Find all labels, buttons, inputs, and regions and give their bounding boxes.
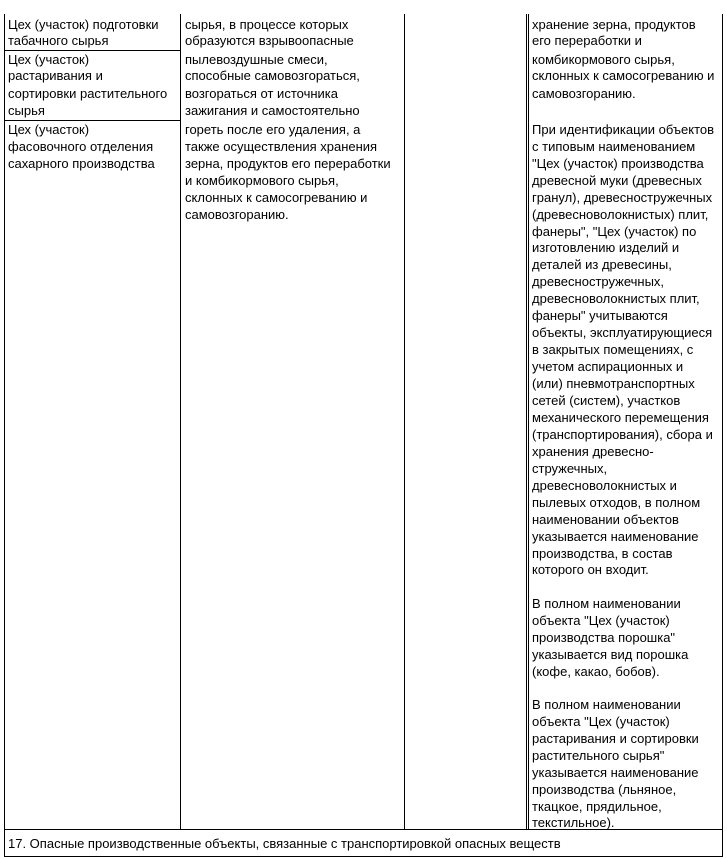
note-line: производства порошка" — [532, 630, 676, 645]
note-line: наименовании объектов — [532, 512, 679, 527]
note-line: комбикормового сырья, — [532, 52, 675, 67]
table-bottom-border — [4, 856, 723, 857]
note-line: растаривания и сортировки — [532, 731, 699, 746]
note-line: самовозгоранию. — [532, 86, 636, 101]
note-line: указывается наименование — [532, 765, 699, 780]
note-line: производства (льняное, — [532, 782, 677, 797]
cell-text-line: Цех (участок) — [8, 52, 90, 67]
cell-text-line: способные самовозгораться, — [185, 68, 360, 83]
note-line: объекта "Цех (участок) — [532, 714, 670, 729]
note-line: (транспортирования), сбора и — [532, 427, 713, 442]
note-line: фанеры" учитываются — [532, 308, 668, 323]
note-line: деталей из древесины, — [532, 257, 672, 272]
column-divider-1 — [180, 14, 181, 829]
note-line: пылевых отходов, в полном — [532, 495, 701, 510]
cell-text-line: гореть после его удаления, а — [185, 122, 361, 137]
column-divider-3 — [526, 14, 527, 829]
note-line: указывается вид порошка — [532, 647, 689, 662]
cell-text-line: возгораться от источника — [185, 86, 338, 101]
note-line: хранение зерна, продуктов — [532, 17, 696, 32]
cell-text-line: сортировки растительного — [8, 86, 168, 101]
note-line: учетом аспирационных и — [532, 359, 684, 374]
cell-text-line: зерна, продуктов его переработки — [185, 156, 391, 171]
note-line: с типовым наименованием — [532, 139, 696, 154]
note-line: (или) пневмотранспортных — [532, 376, 695, 391]
note-line: (древесноволокнистых) плит, — [532, 207, 709, 222]
cell-text-line: сырья, в процессе которых — [185, 17, 349, 32]
cell-text-line: сырья — [8, 103, 45, 118]
cell-text-line: образуются взрывоопасные — [185, 33, 354, 48]
note-line: гранул), древесностружечных — [532, 190, 713, 205]
note-line: объекты, эксплуатирующиеся — [532, 325, 713, 340]
note-line: В полном наименовании — [532, 596, 681, 611]
note-line: ткацкое, прядильное, — [532, 799, 662, 814]
note-line: стружечных, — [532, 461, 608, 476]
empty-cell — [405, 14, 526, 829]
note-line: древесноволокнистых и — [532, 478, 677, 493]
col1-row-divider-1 — [4, 50, 181, 51]
note-line: "Цех (участок) производства — [532, 156, 704, 171]
note-line: фанеры", "Цех (участок) по — [532, 224, 697, 239]
col1-row-divider-2 — [4, 120, 181, 121]
note-line: В полном наименовании — [532, 697, 681, 712]
cell-text-line: растаривания и — [8, 68, 103, 83]
cell-text-line: также осуществления хранения — [185, 139, 378, 154]
note-line: растительного сырья" — [532, 748, 665, 763]
cell-text-line: Цех (участок) — [8, 122, 90, 137]
note-line: При идентификации объектов — [532, 122, 715, 137]
note-line: хранения древесно- — [532, 444, 654, 459]
table-right-border — [722, 14, 723, 857]
column-divider-3b — [528, 14, 529, 829]
cell-text-line: Цех (участок) подготовки — [8, 17, 159, 32]
note-line: древесноволокнистых плит, — [532, 291, 700, 306]
note-line: производства, в состав — [532, 546, 673, 561]
cell-text-line: склонных к самосогреванию и — [185, 190, 368, 205]
table-left-border — [4, 14, 5, 857]
note-line: (кофе, какао, бобов). — [532, 664, 660, 679]
cell-text-line: сахарного производства — [8, 156, 155, 171]
section-row-top-border — [4, 829, 723, 830]
cell-text-line: пылевоздушные смеси, — [185, 52, 328, 67]
note-line: текстильное). — [532, 815, 615, 830]
note-line: указывается наименование — [532, 529, 699, 544]
note-line: древесной муки (древесных — [532, 173, 702, 188]
cell-text-line: самовозгоранию. — [185, 207, 289, 222]
cell-text-line: фасовочного отделения — [8, 139, 154, 154]
cell-text-line: и комбикормового сырья, — [185, 173, 339, 188]
note-line: древесностружечных, — [532, 274, 665, 289]
note-line: механического перемещения — [532, 410, 709, 425]
note-line: изготовлению изделий и — [532, 240, 680, 255]
note-line: его переработки и — [532, 33, 642, 48]
note-line: сетей (систем), участков — [532, 393, 681, 408]
section-heading-row: 17. Опасные производственные объекты, связанные с транспортировкой опасных веществ — [8, 836, 561, 851]
note-line: в закрытых помещениях, с — [532, 342, 694, 357]
cell-text-line: зажигания и самостоятельно — [185, 103, 360, 118]
note-line: объекта "Цех (участок) — [532, 613, 670, 628]
note-line: склонных к самосогреванию и — [532, 68, 715, 83]
cell-text-line: табачного сырья — [8, 33, 109, 48]
note-line: которого он входит. — [532, 562, 649, 577]
